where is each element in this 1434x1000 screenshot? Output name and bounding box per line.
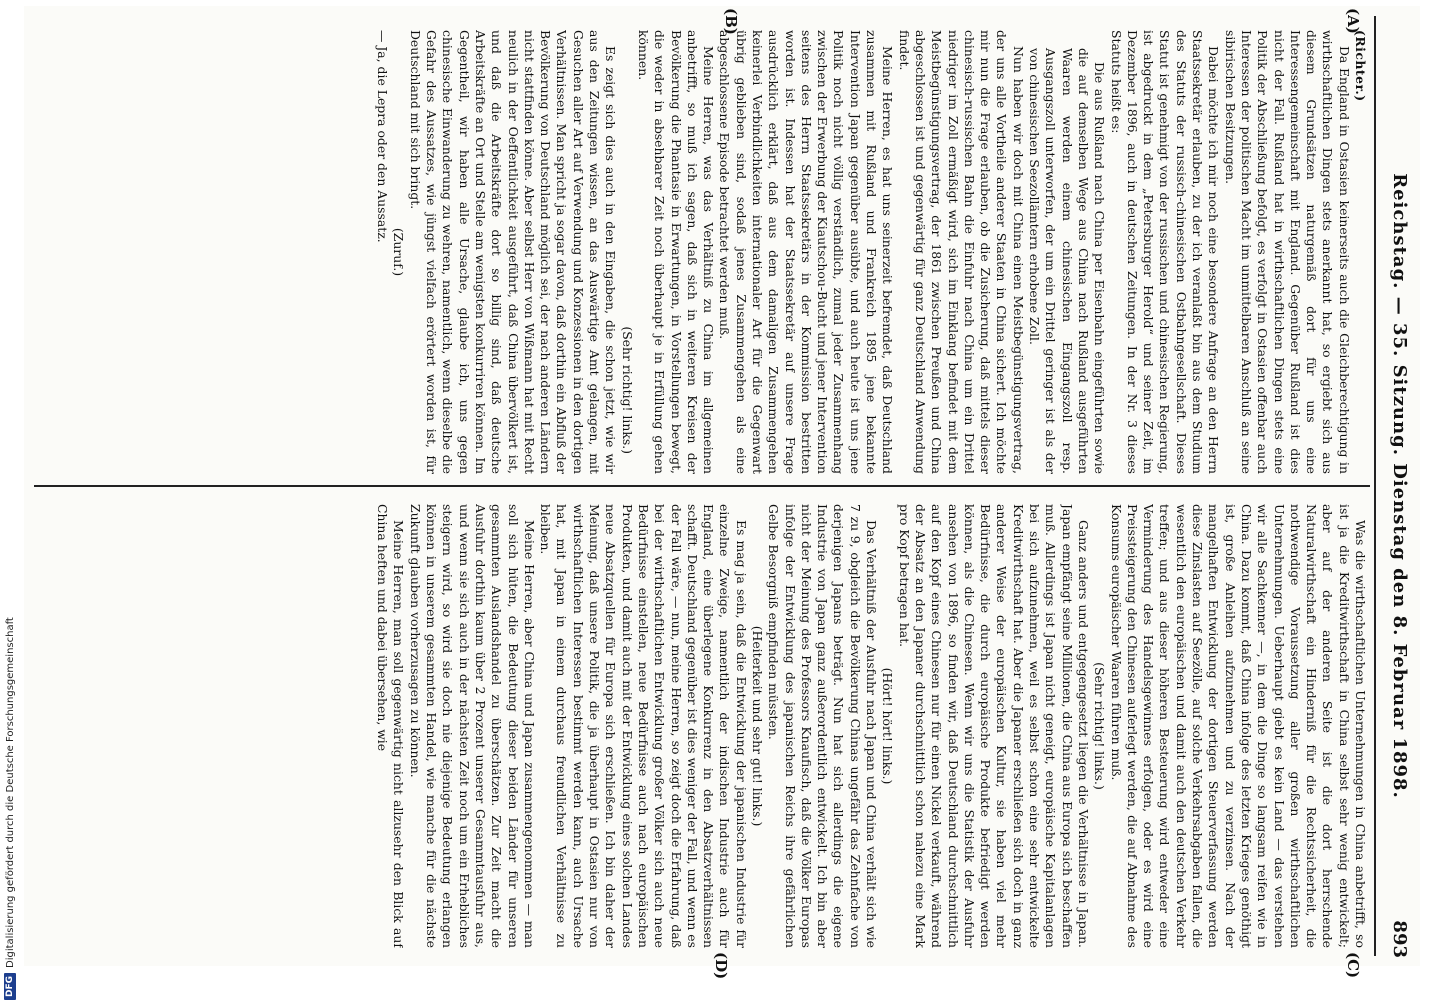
dfg-logo: DFG (4, 973, 16, 1000)
paragraph: Dabei möchte ich mir noch eine besondere Anfrage an den Herrn Staatssekretär erlauben, zu der ich veranlaßt bin aus dem Studium des Statuts der russisch-chinesischen Ostbahngesellschaft. Dieses Statut ist genehmigt von der russischen und chinesischen Regierung, ist abgedruckt in dem „Petersburger Herold“ und seiner Zeit, im Dezember 1896, auch in deutschen Zeitungen. In der Nr. 3 dieses Statuts heißt es: (1108, 30, 1222, 474)
paragraph: Was die wirthschaftlichen Unternehmungen in China anbetrifft, so ist ja die Kreditwirthschaft in China selbst sehr wenig entwickelt; aber auf der anderen Seite ist die dort herrschende Naturalwirthschaft ein Hinderniß für die Rechtssicherheit, die nothwendige Voraussetzung aller großen wirthschaftlichen Unternehmungen. Ueberhaupt giebt es kein Land — das verstehen wir alle Sachkenner —, in dem die Dinge so langsam reifen wie in China. Dazu kommt, daß China infolge des letzten Krieges genöthigt ist, große Anleihen aufzunehmen und zu verzinsen. Nach der mangelhaften Entwicklung der dortigen Steuerverfassung werden diese Zinslasten auf Seezölle, auf solche Verkehrsabgaben fallen, die wesentlich den europäischen und damit auch den deutschen Verkehr treffen; und aus dieser höheren Besteuerung wird entweder eine Verminderung des Handelsgewinnes erfolgen, oder es wird eine Preissteigerung den Chinesen auferlegt werden, die auf Abnahme des Konsums europäischer Waaren führen muß. (1108, 504, 1368, 948)
paragraph: Meine Herren, aber China und Japan zusammengenommen — man soll sich hüten, die Bedeutung dieser beiden Länder für unseren gesammten Auslandshandel zu überschätzen. Zur Zeit macht die Ausfuhr dorthin kaum über 2 Prozent unserer Gesammtausfuhr aus, und wenn sie sich auch in der nächsten Zeit noch um ein Erhebliches steigern wird, so wird sie doch nie diejenige Bedeutung erlangen können in unserem gesammten Handel, wie manche für die nächste Zukunft glauben vorherzusagen zu können. (407, 504, 537, 948)
speaker-label: (Richter.) (1353, 30, 1368, 102)
paragraph: Es mag ja sein, daß die Entwicklung der japanischen Industrie für einzelne Zweige, namentlich der indischen Industrie auch für England, eine überlegene Konkurrenz in den Absatzverhältnissen schafft. Deutschland gegenüber ist dies weniger der Fall, und wenn es der Fall wäre, — nun, meine Herren, so zeigt doch die Erfahrung, daß bei der wirthschaftlichen Entwicklung großer Völker sich auch neue Bedürfnisse einstellen, neue Bedürfnisse auch nach europäischen Produkten, und damit auch mit der Entwicklung eines solchen Landes neue Absatzquellen für Europa sich erschließen. Ich bin daher der Meinung, daß unsere Politik, die ja überhaupt in Ostasien nur von wirthschaftlichen Interessen bestimmt werden kann, auch Ursache hat, mit Japan in einem durchaus freundlichen Verhältnisse zu bleiben. (538, 504, 749, 948)
margin-marker-c: (C) (1344, 952, 1362, 979)
paragraph: Meine Herren, man soll gegenwärtig nicht allzusehr den Blick auf China heften und dabei übersehen, wie (375, 504, 407, 948)
newspaper-page (24, 6, 1420, 980)
interjection: (Zuruf.) (391, 227, 407, 277)
digitization-footer (0, 280, 20, 1000)
header-rule (1374, 16, 1376, 956)
paragraph: Nun haben wir doch mit China einen Meistbegünstigungsvertrag, der uns alle Vortheile anderer Staaten in China sichert. Ich möchte mir nun die Frage erlauben, ob die Zusicherung, daß mittels dieser chinesisch-russischen Bahn die Einfuhr nach China um ein Drittel niedriger im Zoll ermäßigt wird, sich im Einklang befindet mit dem Meistbegünstigungsvertrag, der 1861 zwischen Preußen und China abgeschlossen ist und gegenwärtig für ganz Deutschland Anwendung findet. (896, 30, 1026, 474)
paragraph: Meine Herren, was das Verhältniß zu China im allgemeinen anbetrifft, so muß ich sagen, daß sich in weiteren Kreisen der Bevölkerung die Phantasie in Erwartungen, in Vorstellungen bewegt, die weder in absehbarer Zeit noch überhaupt je in Erfüllung gehen können. (635, 30, 717, 474)
page-number: 893 (1389, 920, 1410, 958)
interjection: (Hört! hört! links.) (880, 667, 896, 785)
paragraph: Es zeigt sich dies auch in den Eingaben, die schon jetzt, wie wir aus den Zeitungen wissen, an das Auswärtige Amt gelangen, mit Gesuchen aller Art auf Verwendung und Konzessionen in den dortigen Verhältnissen. Man spricht ja sogar davon, daß dorthin ein Abfluß der Bevölkerung von Deutschland möglich sei, der nach anderen Ländern nicht stattfinden könne. Aber selbst Herr von Wißmann hat mit Recht neulich in der Oeffentlichkeit ausgeführt, daß China übervölkert ist, und daß die Arbeitskräfte dort so billig sind, daß deutsche Arbeitskräfte an Ort und Stelle am wenigsten konkurriren können. Im Gegentheil, wir haben alle Ursache, glaube ich, uns gegen chinesische Einwanderung zu wehren, namentlich, wenn dieselbe die Gefahr des Aussatzes, wie jüngst vielfach erörtert worden ist, für Deutschland mit sich bringt. (407, 30, 619, 474)
margin-marker-b: (B) (722, 8, 740, 35)
left-column (38, 30, 1368, 474)
speaker-name (1352, 30, 1368, 474)
interjection: (Sehr richtig! links.) (619, 326, 635, 454)
interjection: (Sehr richtig! links.) (1092, 662, 1108, 790)
footer-text: Digitalisierung gefördert durch die Deutsche Forschungsgemeinschaft (4, 617, 16, 968)
column-divider (34, 485, 1370, 487)
paragraph: Da England in Ostasien keinerseits auch die Gleichberechtigung in wirthschaftlichen Dingen stets anerkannt hat, so ergiebt sich aus diesem Grundsätzen naturgemäß dort für uns eine Interessengemeinschaft mit England. Gegenüber Rußland ist dies nicht der Fall. Rußland hat in wirthschaftlichen Dingen stets eine Politik der Abschließung befolgt, es verfolgt in Ostasien offenbar auch Interessen der politischen Macht im unmittelbaren Anschluß an seine sibirischen Besitzungen. (1222, 30, 1352, 474)
right-column (38, 504, 1368, 948)
margin-marker-a: (A) (1344, 8, 1362, 34)
paragraph: — Ja, die Lepra oder den Aussatz. (375, 30, 391, 243)
margin-marker-d: (D) (712, 952, 730, 980)
interjection: (Heiterkeit und sehr gut! links.) (750, 625, 766, 827)
paragraph: Meine Herren, es hat uns seinerzeit befremdet, daß Deutschland zusammen mit Rußland und Frankreich 1895 jene bekannte Intervention Japan gegenüber ausübte, und auch heute ist uns jene Politik noch nicht völlig verständlich, zumal jeder Zusammenhang zwischen der Erwerbung der Kiautschou-Bucht und jener Intervention seitens des Herrn Staatssekretärs in der Kommission bestritten worden ist. Indessen hat der Staatssekretär auf unsere Frage ausdrücklich erklärt, daß aus dem damaligen Zusammengehen keinerlei Verbindlichkeiten internationaler Art für die Gegenwart übrig geblieben sind, sodaß jenes Zusammengehen als eine abgeschlossene Episode betrachtet werden muß. (717, 30, 896, 474)
paragraph: Das Verhältniß der Ausfuhr nach Japan und China verhält sich wie 7 zu 9, obgleich die Bevölkerung Chinas ungefähr das Zehnfache von derjenigen Japans beträgt. Nun hat sich allerdings die eigene Industrie von Japan ganz außerordentlich entwickelt. Ich bin aber nicht der Meinung des Professors Knaufisch, daß die Völker Europas infolge der Entwicklung des japanischen Reichs ihre gefährlichen Gelbe Besorgniß empfinden müssten. (766, 504, 880, 948)
page-header: Reichstag. — 35. Sitzung. Dienstag den 8. Februar 1898. (1389, 173, 1410, 799)
paragraph: Ganz anders und entgegengesetzt liegen die Verhältnisse in Japan. Japan empfängt seine Millionen, die China aus Europa sich beschaffen muß. Allerdings ist Japan nicht geneigt, europäische Kapitalanlagen bei sich aufzunehmen, weil es selbst schon eine sehr entwickelte Kreditwirthschaft hat. Aber die Japaner erschließen sich doch in ganz anderer Weise der europäischen Kultur, sie haben viel mehr Bedürfnisse, die durch europäische Produkte befriedigt werden können, als die Chinesen. Wenn wir uns die Statistik der Ausfuhr ansehen von 1896, so finden wir, daß Deutschland durchschnittlich auf den Kopf eines Chinesen nur für einen Nickel verkauft, während der Absatz an den Japaner durchschnittlich schon nahezu eine Mark pro Kopf betragen hat. (896, 504, 1091, 948)
quotation: Die aus Rußland nach China per Eisenbahn eingeführten sowie die auf demselben Wege aus China nach Rußland ausgeführten Waaren werden einem chinesischen Eingangszoll resp. Ausgangszoll unterworfen, der um ein Drittel geringer ist als der von chinesischen Seezollämtern erhobene Zoll. (1027, 48, 1108, 474)
